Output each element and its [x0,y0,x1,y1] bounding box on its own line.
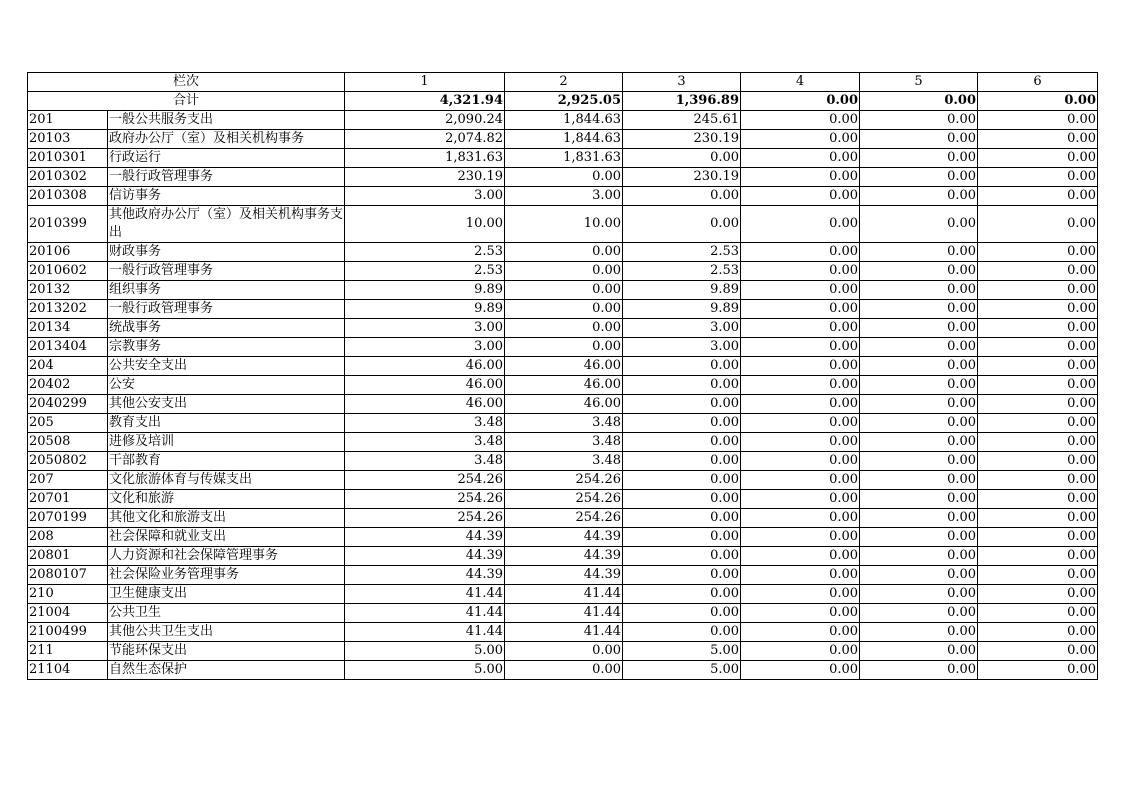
total-value: 4,321.94 [345,92,505,111]
amount-cell: 0.00 [860,547,978,566]
amount-cell: 0.00 [623,604,741,623]
subject-code: 2070199 [28,509,108,528]
table-row [28,149,1098,168]
amount-cell: 41.44 [345,604,505,623]
table-row [28,338,1098,357]
amount-cell: 0.00 [623,566,741,585]
amount-cell: 0.00 [505,281,623,300]
amount-cell: 0.00 [978,357,1098,376]
subject-code: 21004 [28,604,108,623]
amount-cell: 0.00 [860,281,978,300]
subject-code: 2010301 [28,149,108,168]
amount-cell: 254.26 [345,490,505,509]
amount-cell: 0.00 [978,300,1098,319]
amount-cell: 0.00 [741,623,860,642]
amount-cell: 0.00 [860,149,978,168]
table-row [28,281,1098,300]
subject-code: 2010602 [28,262,108,281]
subject-code: 2100499 [28,623,108,642]
amount-cell: 3.48 [505,452,623,471]
table-row [28,319,1098,338]
total-row [28,92,1098,111]
amount-cell: 0.00 [978,585,1098,604]
amount-cell: 10.00 [345,206,505,243]
amount-cell: 0.00 [978,528,1098,547]
subject-code: 20402 [28,376,108,395]
subject-code: 207 [28,471,108,490]
amount-cell: 2.53 [345,243,505,262]
amount-cell: 0.00 [741,168,860,187]
subject-code: 20132 [28,281,108,300]
subject-code: 201 [28,111,108,130]
amount-cell: 3.48 [345,452,505,471]
amount-cell: 5.00 [623,642,741,661]
amount-cell: 230.19 [623,168,741,187]
subject-code: 20103 [28,130,108,149]
amount-cell: 0.00 [860,604,978,623]
amount-cell: 0.00 [623,149,741,168]
column-number-2: 2 [505,73,623,92]
total-label: 合计 [28,92,345,111]
amount-cell: 0.00 [505,168,623,187]
amount-cell: 0.00 [623,357,741,376]
amount-cell: 3.48 [505,433,623,452]
amount-cell: 0.00 [741,262,860,281]
amount-cell: 41.44 [345,623,505,642]
column-number-3: 3 [623,73,741,92]
table-row [28,414,1098,433]
table-row [28,547,1098,566]
table-row [28,490,1098,509]
amount-cell: 0.00 [978,338,1098,357]
amount-cell: 230.19 [345,168,505,187]
amount-cell: 0.00 [860,395,978,414]
table-row [28,471,1098,490]
amount-cell: 0.00 [978,566,1098,585]
table-row [28,433,1098,452]
subject-name: 自然生态保护 [108,661,345,680]
amount-cell: 0.00 [860,661,978,680]
amount-cell: 254.26 [345,509,505,528]
amount-cell: 3.48 [345,433,505,452]
amount-cell: 0.00 [978,642,1098,661]
table-row [28,566,1098,585]
amount-cell: 0.00 [741,566,860,585]
subject-code: 20701 [28,490,108,509]
amount-cell: 0.00 [623,452,741,471]
subject-code: 2040299 [28,395,108,414]
subject-name: 教育支出 [108,414,345,433]
amount-cell: 254.26 [505,509,623,528]
table-row [28,509,1098,528]
amount-cell: 0.00 [505,262,623,281]
subject-code: 210 [28,585,108,604]
amount-cell: 3.00 [505,187,623,206]
amount-cell: 5.00 [345,642,505,661]
amount-cell: 0.00 [978,547,1098,566]
amount-cell: 0.00 [741,187,860,206]
amount-cell: 3.00 [345,338,505,357]
subject-code: 2013202 [28,300,108,319]
table-row [28,168,1098,187]
amount-cell: 0.00 [505,642,623,661]
subject-name: 文化和旅游 [108,490,345,509]
amount-cell: 0.00 [860,414,978,433]
amount-cell: 1,844.63 [505,111,623,130]
amount-cell: 0.00 [741,206,860,243]
table-row [28,452,1098,471]
amount-cell: 2.53 [623,243,741,262]
amount-cell: 0.00 [978,395,1098,414]
amount-cell: 0.00 [741,281,860,300]
subject-name: 一般公共服务支出 [108,111,345,130]
subject-name: 进修及培训 [108,433,345,452]
table-row [28,395,1098,414]
amount-cell: 2.53 [345,262,505,281]
amount-cell: 44.39 [345,547,505,566]
subject-code: 211 [28,642,108,661]
amount-cell: 0.00 [623,414,741,433]
amount-cell: 0.00 [978,262,1098,281]
amount-cell: 5.00 [623,661,741,680]
amount-cell: 0.00 [860,376,978,395]
amount-cell: 41.44 [505,623,623,642]
amount-cell: 0.00 [978,206,1098,243]
table-row [28,111,1098,130]
subject-name: 节能环保支出 [108,642,345,661]
table-row [28,585,1098,604]
column-number-6: 6 [978,73,1098,92]
amount-cell: 1,831.63 [505,149,623,168]
amount-cell: 0.00 [978,509,1098,528]
subject-name: 干部教育 [108,452,345,471]
amount-cell: 0.00 [505,243,623,262]
expenditure-table [27,72,1098,680]
column-number-label: 栏次 [28,73,345,92]
subject-code: 208 [28,528,108,547]
subject-name: 组织事务 [108,281,345,300]
subject-name: 文化旅游体育与传媒支出 [108,471,345,490]
amount-cell: 0.00 [860,187,978,206]
subject-code: 204 [28,357,108,376]
amount-cell: 254.26 [505,471,623,490]
table-row [28,262,1098,281]
amount-cell: 0.00 [860,433,978,452]
amount-cell: 0.00 [741,111,860,130]
table-row [28,206,1098,243]
subject-name: 其他文化和旅游支出 [108,509,345,528]
amount-cell: 0.00 [860,262,978,281]
amount-cell: 0.00 [978,661,1098,680]
amount-cell: 9.89 [623,281,741,300]
amount-cell: 0.00 [860,471,978,490]
amount-cell: 0.00 [741,130,860,149]
amount-cell: 0.00 [860,528,978,547]
amount-cell: 0.00 [741,395,860,414]
amount-cell: 46.00 [345,376,505,395]
amount-cell: 0.00 [978,243,1098,262]
amount-cell: 3.00 [623,338,741,357]
subject-name: 宗教事务 [108,338,345,357]
amount-cell: 9.89 [345,281,505,300]
amount-cell: 0.00 [978,187,1098,206]
amount-cell: 3.00 [345,187,505,206]
subject-name: 其他公共卫生支出 [108,623,345,642]
amount-cell: 46.00 [505,376,623,395]
amount-cell: 230.19 [623,130,741,149]
table-row [28,623,1098,642]
amount-cell: 0.00 [741,452,860,471]
amount-cell: 0.00 [860,338,978,357]
subject-code: 2050802 [28,452,108,471]
column-number-1: 1 [345,73,505,92]
amount-cell: 0.00 [505,661,623,680]
total-value: 1,396.89 [623,92,741,111]
table-row [28,187,1098,206]
amount-cell: 0.00 [623,187,741,206]
subject-name: 公共安全支出 [108,357,345,376]
amount-cell: 44.39 [505,566,623,585]
amount-cell: 41.44 [345,585,505,604]
amount-cell: 0.00 [741,414,860,433]
column-number-5: 5 [860,73,978,92]
subject-name: 公共卫生 [108,604,345,623]
amount-cell: 0.00 [860,111,978,130]
amount-cell: 0.00 [860,623,978,642]
subject-name: 卫生健康支出 [108,585,345,604]
subject-code: 2010308 [28,187,108,206]
total-value: 0.00 [741,92,860,111]
amount-cell: 0.00 [860,168,978,187]
amount-cell: 0.00 [741,376,860,395]
amount-cell: 0.00 [623,376,741,395]
subject-code: 2010302 [28,168,108,187]
amount-cell: 0.00 [978,319,1098,338]
amount-cell: 41.44 [505,604,623,623]
subject-code: 2013404 [28,338,108,357]
amount-cell: 3.00 [623,319,741,338]
total-value: 0.00 [860,92,978,111]
subject-name: 人力资源和社会保障管理事务 [108,547,345,566]
amount-cell: 0.00 [860,490,978,509]
amount-cell: 254.26 [505,490,623,509]
amount-cell: 0.00 [741,433,860,452]
amount-cell: 0.00 [741,338,860,357]
amount-cell: 1,844.63 [505,130,623,149]
amount-cell: 3.00 [345,319,505,338]
amount-cell: 2,090.24 [345,111,505,130]
amount-cell: 44.39 [345,566,505,585]
amount-cell: 245.61 [623,111,741,130]
amount-cell: 10.00 [505,206,623,243]
subject-name: 行政运行 [108,149,345,168]
amount-cell: 41.44 [505,585,623,604]
table-row [28,376,1098,395]
amount-cell: 44.39 [345,528,505,547]
subject-code: 20106 [28,243,108,262]
subject-code: 20508 [28,433,108,452]
subject-code: 20134 [28,319,108,338]
amount-cell: 44.39 [505,547,623,566]
amount-cell: 0.00 [860,319,978,338]
subject-code: 2080107 [28,566,108,585]
amount-cell: 0.00 [978,376,1098,395]
amount-cell: 0.00 [978,623,1098,642]
amount-cell: 0.00 [623,509,741,528]
amount-cell: 0.00 [860,585,978,604]
amount-cell: 0.00 [860,566,978,585]
amount-cell: 0.00 [978,471,1098,490]
amount-cell: 46.00 [505,357,623,376]
amount-cell: 0.00 [978,452,1098,471]
subject-code: 2010399 [28,206,108,243]
amount-cell: 1,831.63 [345,149,505,168]
column-number-4: 4 [741,73,860,92]
amount-cell: 46.00 [345,357,505,376]
amount-cell: 0.00 [623,490,741,509]
amount-cell: 0.00 [741,490,860,509]
subject-name: 一般行政管理事务 [108,168,345,187]
amount-cell: 0.00 [741,471,860,490]
amount-cell: 0.00 [741,357,860,376]
table-row [28,357,1098,376]
amount-cell: 0.00 [741,319,860,338]
amount-cell: 0.00 [623,471,741,490]
amount-cell: 0.00 [860,509,978,528]
subject-name: 社会保障和就业支出 [108,528,345,547]
amount-cell: 0.00 [978,111,1098,130]
amount-cell: 46.00 [345,395,505,414]
amount-cell: 0.00 [505,319,623,338]
amount-cell: 0.00 [978,414,1098,433]
amount-cell: 46.00 [505,395,623,414]
subject-name: 其他政府办公厅（室）及相关机构事务支出 [108,206,345,243]
subject-name: 政府办公厅（室）及相关机构事务 [108,130,345,149]
amount-cell: 0.00 [623,395,741,414]
amount-cell: 0.00 [623,623,741,642]
total-value: 2,925.05 [505,92,623,111]
amount-cell: 0.00 [978,149,1098,168]
subject-code: 205 [28,414,108,433]
subject-name: 一般行政管理事务 [108,262,345,281]
amount-cell: 5.00 [345,661,505,680]
amount-cell: 0.00 [978,433,1098,452]
table-row [28,604,1098,623]
amount-cell: 0.00 [505,300,623,319]
amount-cell: 0.00 [978,281,1098,300]
subject-name: 一般行政管理事务 [108,300,345,319]
amount-cell: 0.00 [860,300,978,319]
total-value: 0.00 [978,92,1098,111]
amount-cell: 0.00 [741,547,860,566]
subject-name: 统战事务 [108,319,345,338]
amount-cell: 0.00 [741,243,860,262]
amount-cell: 0.00 [741,604,860,623]
subject-name: 社会保险业务管理事务 [108,566,345,585]
amount-cell: 2.53 [623,262,741,281]
amount-cell: 3.48 [505,414,623,433]
amount-cell: 0.00 [741,300,860,319]
subject-name: 公安 [108,376,345,395]
amount-cell: 0.00 [741,661,860,680]
amount-cell: 0.00 [505,338,623,357]
amount-cell: 0.00 [741,642,860,661]
amount-cell: 0.00 [978,604,1098,623]
table-row [28,300,1098,319]
column-number-row [28,73,1098,92]
amount-cell: 9.89 [623,300,741,319]
amount-cell: 0.00 [860,642,978,661]
amount-cell: 0.00 [623,528,741,547]
amount-cell: 0.00 [860,130,978,149]
subject-code: 20801 [28,547,108,566]
amount-cell: 0.00 [860,357,978,376]
table-row [28,130,1098,149]
amount-cell: 0.00 [623,547,741,566]
amount-cell: 0.00 [860,243,978,262]
amount-cell: 3.48 [345,414,505,433]
amount-cell: 0.00 [860,452,978,471]
amount-cell: 0.00 [978,130,1098,149]
subject-code: 21104 [28,661,108,680]
amount-cell: 0.00 [978,168,1098,187]
table-row [28,243,1098,262]
table-row [28,642,1098,661]
table-row [28,661,1098,680]
subject-name: 财政事务 [108,243,345,262]
amount-cell: 0.00 [860,206,978,243]
amount-cell: 9.89 [345,300,505,319]
amount-cell: 254.26 [345,471,505,490]
amount-cell: 44.39 [505,528,623,547]
amount-cell: 0.00 [978,490,1098,509]
amount-cell: 0.00 [623,433,741,452]
amount-cell: 0.00 [741,149,860,168]
table-row [28,528,1098,547]
amount-cell: 0.00 [741,585,860,604]
subject-name: 信访事务 [108,187,345,206]
subject-name: 其他公安支出 [108,395,345,414]
amount-cell: 2,074.82 [345,130,505,149]
amount-cell: 0.00 [623,206,741,243]
amount-cell: 0.00 [741,528,860,547]
amount-cell: 0.00 [741,509,860,528]
amount-cell: 0.00 [623,585,741,604]
